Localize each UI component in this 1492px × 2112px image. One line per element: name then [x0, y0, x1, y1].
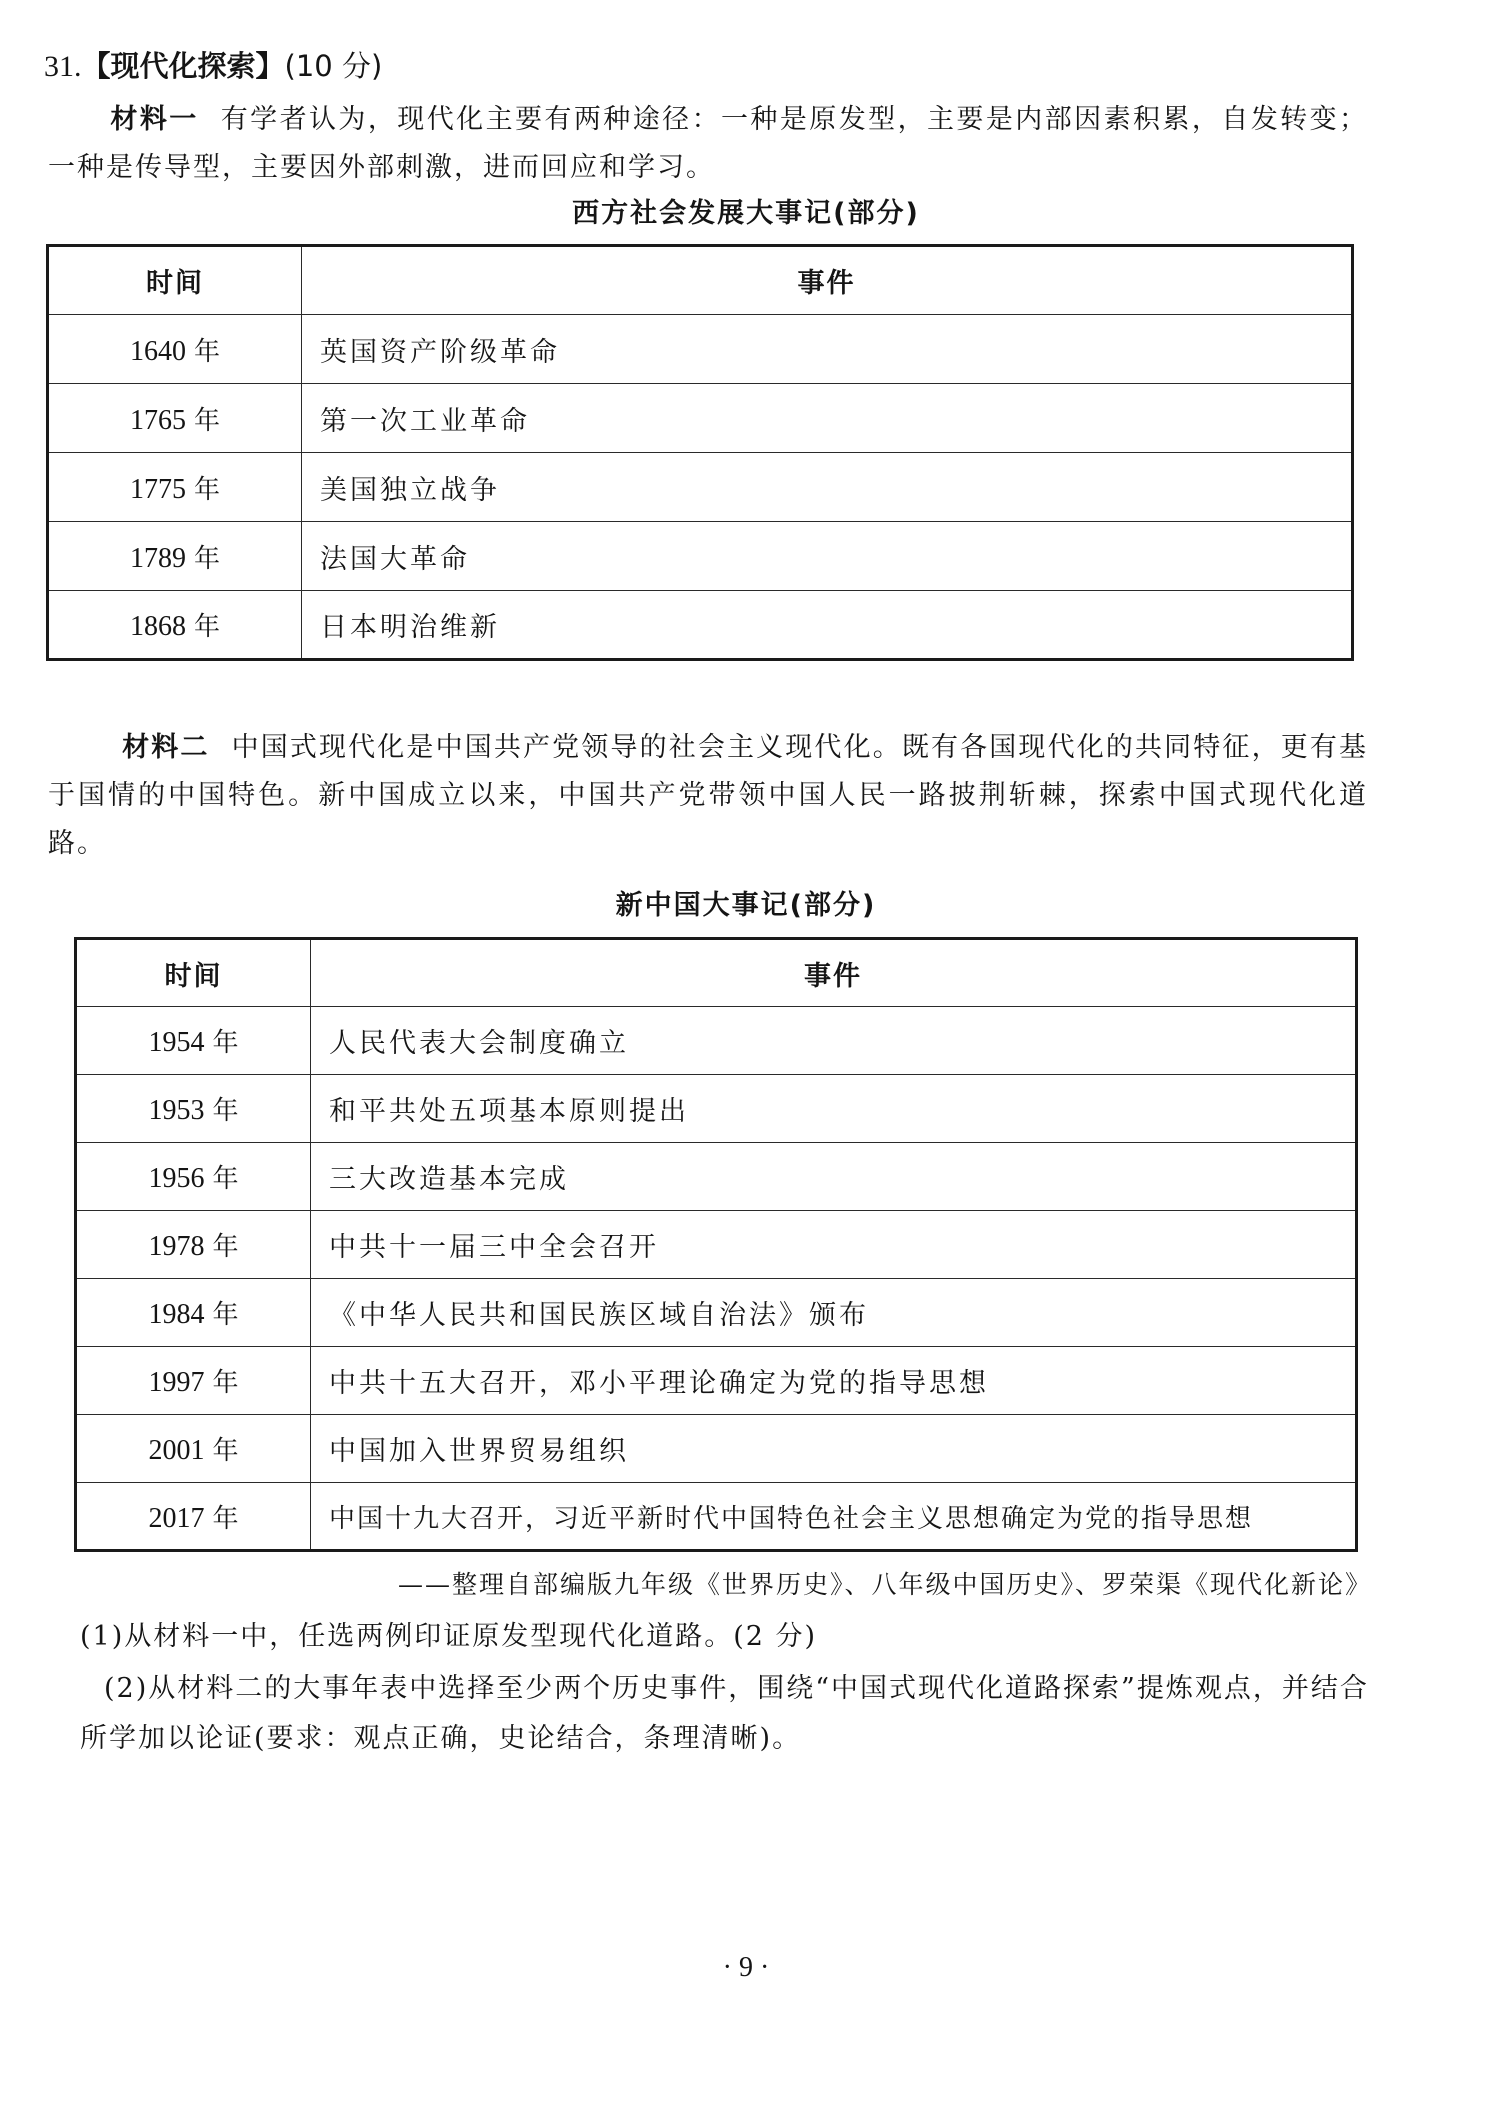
event-cell: 法国大革命 — [302, 522, 1353, 591]
material-two-paragraph — [48, 724, 1368, 868]
material-two-tag: 材料二 — [122, 732, 210, 763]
year-cell: 1953 年 — [76, 1075, 311, 1143]
table-row — [76, 1279, 1357, 1347]
table-row — [76, 1347, 1357, 1415]
event-cell: 《中华人民共和国民族区域自治法》颁布 — [311, 1279, 1357, 1347]
table-row — [48, 384, 1353, 453]
header-event: 事件 — [311, 939, 1357, 1007]
sub-question-1: (1)从材料一中，任选两例印证原发型现代化道路。(2 分) — [80, 1621, 818, 1652]
table-row — [48, 522, 1353, 591]
table-row — [76, 1415, 1357, 1483]
year-cell: 1765 年 — [48, 384, 302, 453]
material-one-paragraph — [48, 96, 1368, 192]
event-cell: 美国独立战争 — [302, 453, 1353, 522]
year-cell: 1789 年 — [48, 522, 302, 591]
table-one-caption: 西方社会发展大事记(部分) — [572, 198, 920, 229]
material-one-tag: 材料一 — [110, 104, 199, 135]
table-row — [76, 1211, 1357, 1279]
western-events-table — [46, 244, 1354, 661]
question-heading — [44, 46, 382, 87]
event-cell: 英国资产阶级革命 — [302, 315, 1353, 384]
event-cell: 人民代表大会制度确立 — [311, 1007, 1357, 1075]
new-china-events-table — [74, 937, 1358, 1552]
page-number: · 9 · — [722, 1952, 770, 1983]
table-header-row — [76, 939, 1357, 1007]
table-row — [48, 453, 1353, 522]
table-two-caption: 新中国大事记(部分) — [615, 890, 877, 921]
event-cell: 和平共处五项基本原则提出 — [311, 1075, 1357, 1143]
question-score: (10 分) — [284, 49, 383, 83]
event-cell: 中国十九大召开，习近平新时代中国特色社会主义思想确定为党的指导思想 — [311, 1483, 1357, 1551]
year-cell: 1640 年 — [48, 315, 302, 384]
year-cell: 1997 年 — [76, 1347, 311, 1415]
material-two-text: 中国式现代化是中国共产党领导的社会主义现代化。既有各国现代化的共同特征，更有基于国情的中国特色。新中国成立以来，中国共产党带领中国人民一路披荆斩棘，探索中国式现代化道路。 — [48, 732, 1369, 859]
source-citation: ——整理自部编版九年级《世界历史》、八年级中国历史》、罗荣渠《现代化新论》 — [397, 1570, 1372, 1599]
year-cell: 2017 年 — [76, 1483, 311, 1551]
event-cell: 三大改造基本完成 — [311, 1143, 1357, 1211]
table-row — [76, 1483, 1357, 1551]
event-cell: 中国加入世界贸易组织 — [311, 1415, 1357, 1483]
table-row — [76, 1075, 1357, 1143]
header-event: 事件 — [302, 246, 1353, 315]
question-title: 【现代化探索】 — [81, 49, 285, 83]
event-cell: 日本明治维新 — [302, 591, 1353, 660]
year-cell: 1868 年 — [48, 591, 302, 660]
sub-question-2: (2)从材料二的大事年表中选择至少两个历史事件，围绕“中国式现代化道路探索”提炼观点，并结合所学加以论证(要求：观点正确，史论结合，条理清晰)。 — [80, 1673, 1369, 1754]
year-cell: 1978 年 — [76, 1211, 311, 1279]
year-cell: 1956 年 — [76, 1143, 311, 1211]
table-header-row — [48, 246, 1353, 315]
year-cell: 1775 年 — [48, 453, 302, 522]
event-cell: 第一次工业革命 — [302, 384, 1353, 453]
year-cell: 2001 年 — [76, 1415, 311, 1483]
table-row — [76, 1143, 1357, 1211]
table-row — [48, 315, 1353, 384]
year-cell: 1954 年 — [76, 1007, 311, 1075]
table-row — [48, 591, 1353, 660]
material-one-text: 有学者认为，现代化主要有两种途径：一种是原发型，主要是内部因素积累，自发转变；一种是传导型，主要因外部刺激，进而回应和学习。 — [48, 104, 1369, 183]
header-time: 时间 — [48, 246, 302, 315]
year-cell: 1984 年 — [76, 1279, 311, 1347]
event-cell: 中共十一届三中全会召开 — [311, 1211, 1357, 1279]
header-time: 时间 — [76, 939, 311, 1007]
table-row — [76, 1007, 1357, 1075]
event-cell: 中共十五大召开，邓小平理论确定为党的指导思想 — [311, 1347, 1357, 1415]
question-number: 31. — [44, 50, 82, 83]
